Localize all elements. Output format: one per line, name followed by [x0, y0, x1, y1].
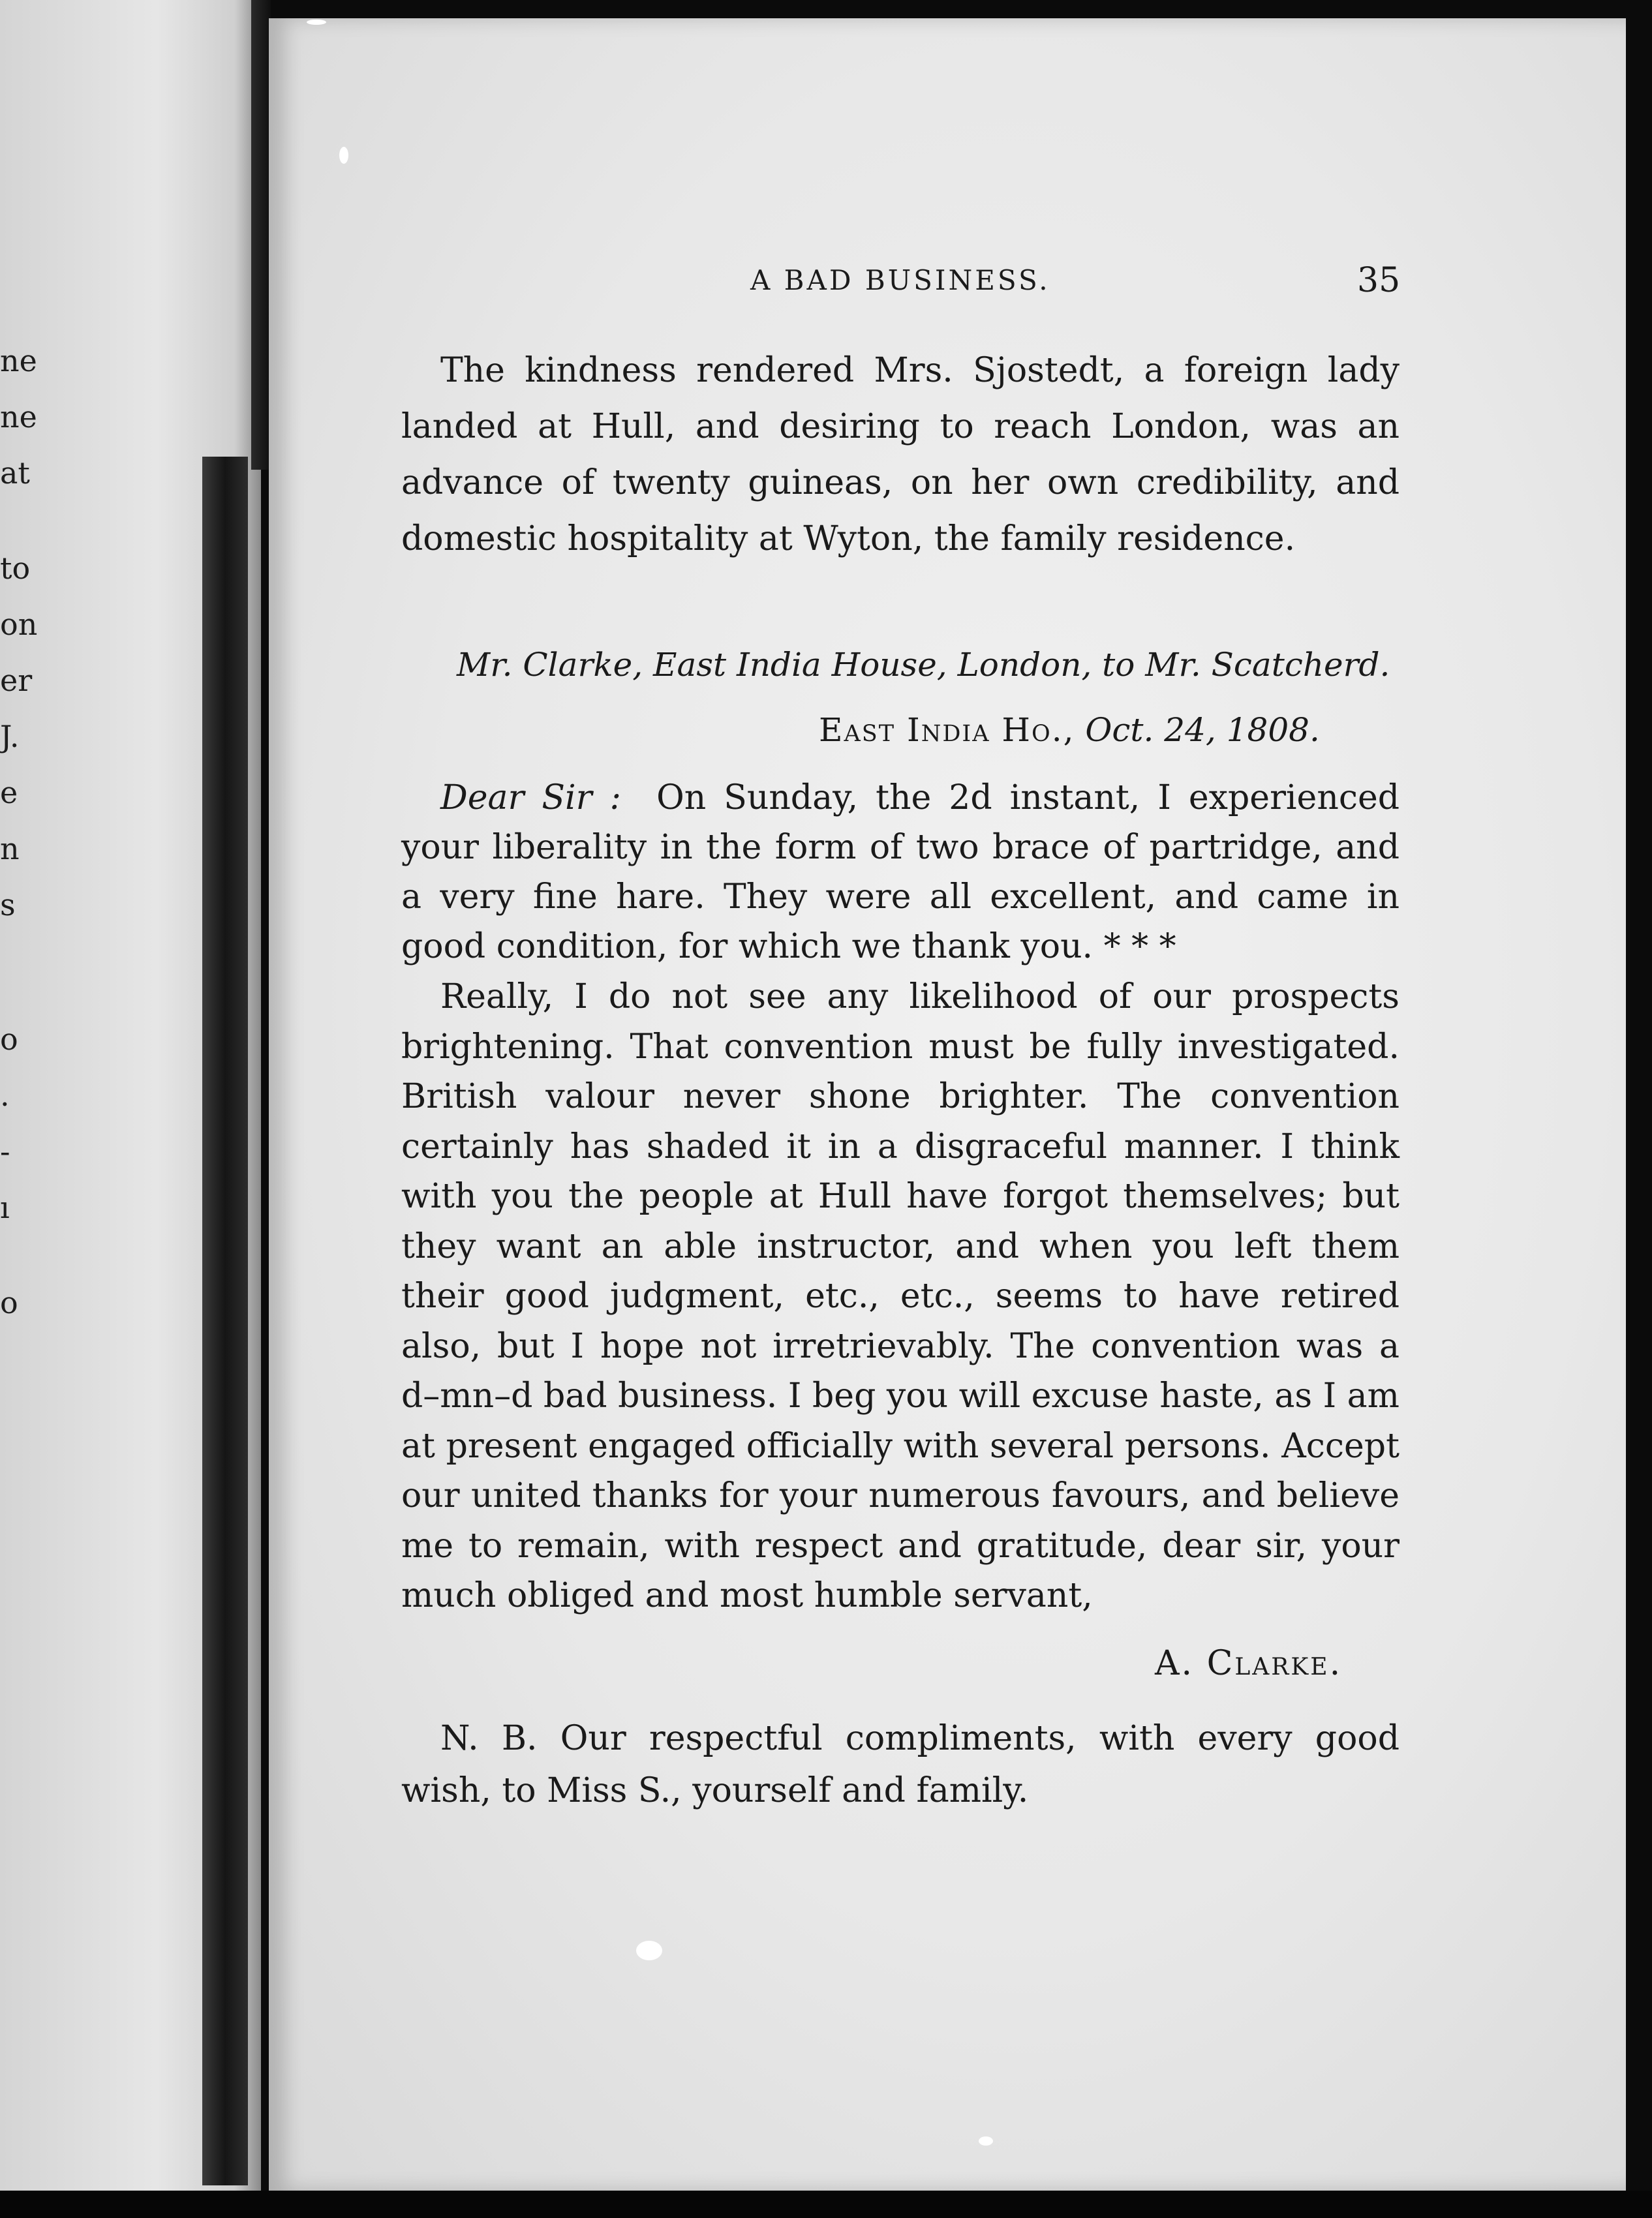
left-fragment: at	[0, 455, 30, 491]
left-fragment-gap	[0, 933, 46, 972]
left-fragment: s	[0, 887, 16, 922]
scan-speck	[307, 20, 326, 25]
page-number: 35	[1357, 261, 1401, 300]
left-fragment: ne	[0, 399, 37, 434]
paragraph-kindness: The kindness rendered Mrs. Sjostedt, a foreign lady landed at Hull, and desiring to reach London, was an advance of twenty guineas, on her own credibility, and domestic hospitality at Wyton, the family residence.	[401, 351, 1400, 558]
left-fragment-gap	[0, 972, 46, 1011]
dateline-place: East India Ho.,	[819, 711, 1075, 749]
scan-speck	[636, 1941, 662, 1960]
left-fragment: .	[0, 1078, 10, 1113]
left-fragment-gap	[0, 501, 46, 540]
left-fragment: to	[0, 551, 31, 586]
paragraph-nota-bene: N. B. Our respectful compliments, with every good wish, to Miss S., yourself and family.	[401, 1719, 1400, 1810]
left-fragment: ne	[0, 343, 37, 378]
binding-gutter-shadow	[202, 457, 248, 2185]
left-fragment: -	[0, 1134, 10, 1169]
left-fragment: e	[0, 775, 18, 810]
salutation: Dear Sir :	[440, 778, 622, 817]
scan-speck	[339, 147, 348, 164]
dateline-date: Oct. 24, 1808.	[1085, 711, 1320, 749]
left-fragment: o	[0, 1022, 18, 1057]
left-fragment: J.	[0, 719, 20, 754]
signature: A. Clarke.	[1155, 1644, 1343, 1683]
running-head: A BAD BUSINESS.	[750, 264, 1050, 296]
scan-speck	[979, 2136, 993, 2146]
left-fragment: er	[0, 663, 33, 698]
paragraph-really: Really, I do not see any likelihood of our prospects brightening. That convention must be fully investigated. British valour never shone brighter. The convention certainly has shaded it in a disgraceful manner. I think with you the people at Hull have forgot themselves; but they want an able instructor, and when you left them their good judgment, etc., etc., seems to have retired also, but I hope not irretrievably. The convention was a d–mn–d bad business. I beg you will excuse haste, as I am at present engaged officially with several persons. Accept our united thanks for your numerous favours, and believe me to remain, with respect and gratitude, dear sir, your much obliged and most humble servant,	[401, 977, 1400, 1615]
left-fragment: on	[0, 607, 38, 642]
left-page-cut-off-text	[0, 333, 46, 1331]
letter-heading: Mr. Clarke, East India House, London, to Mr. Scatcherd.	[457, 646, 1390, 684]
left-fragment: o	[0, 1285, 18, 1320]
left-fragment-gap	[0, 1236, 46, 1275]
letter-dateline	[819, 711, 1320, 749]
paragraph-dear-body: On Sunday, the 2d instant, I experienced your liberality in the form of two brace of partridge, and a very fine hare. They were all excellent, and came in good condition, for which we thank you. * * *	[401, 778, 1400, 966]
left-fragment: ı	[0, 1190, 10, 1225]
left-fragment: n	[0, 831, 20, 866]
scan-bottom-edge	[0, 2191, 1652, 2218]
binding-gutter-top	[251, 0, 271, 470]
paragraph-dear-sir	[401, 773, 1400, 971]
